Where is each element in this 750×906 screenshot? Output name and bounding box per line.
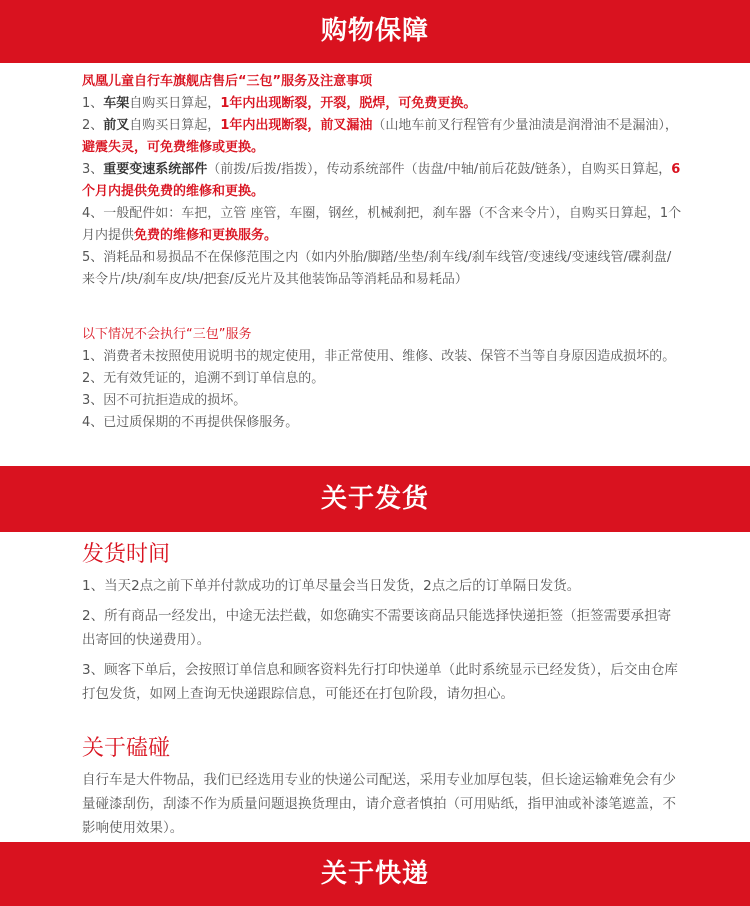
shipping-item: 3、顾客下单后，会按照订单信息和顾客资料先行打印快递单（此时系统显示已经发货），后交由仓库打包发货，如网上查询无快递跟踪信息，可能还在打包阶段，请勿担心。 [82, 662, 678, 702]
exclusions-section [82, 324, 682, 434]
item-text: 自购买日算起， [129, 96, 221, 111]
shipping-time-title: 发货时间 [82, 542, 171, 567]
warranty-section [82, 71, 682, 291]
warranty-heading: 凤凰儿童自行车旗舰店售后“三包”服务及注意事项 [82, 74, 373, 89]
warranty-item-drivetrain [82, 159, 682, 203]
item-highlight: 避震失灵，可免费维修或更换。 [82, 140, 265, 155]
shipping-time-section [82, 540, 682, 712]
item-part-name: 车架 [103, 96, 130, 111]
shipping-item: 2、所有商品一经发出，中途无法拦截，如您确实不需要该商品只能选择快递拒签（拒签需要承担寄出寄回的快递费用）。 [82, 608, 672, 648]
item-highlight: 1年内出现断裂，开裂，脱焊，可免费更换。 [220, 96, 477, 111]
item-highlight: 免费的维修和更换服务。 [134, 228, 278, 243]
exclusion-item: 1、消费者未按照使用说明书的规定使用，非正常使用、维修、改装、保管不当等自身原因造成损坏的。 [82, 349, 676, 364]
exclusion-item: 3、因不可抗拒造成的损坏。 [82, 393, 247, 408]
item-number: 3、 [82, 162, 104, 177]
item-part-name: 重要变速系统部件 [103, 162, 208, 177]
item-part-name: 前叉 [103, 118, 130, 133]
warranty-item-consumables: 5、消耗品和易损品不在保修范围之内（如内外胎/脚踏/坐垫/刹车线/刹车线管/变速线/变速线管/碟刹盘/来令片/块/刹车皮/块/把套/反光片及其他装饰品等消耗品和易耗品） [82, 250, 672, 287]
banner-guarantee: 购物保障 [0, 0, 750, 63]
item-note: （前拨/后拨/指拨），传动系统部件（齿盘/中轴/前后花鼓/链条），自购买日算起， [207, 162, 672, 177]
warranty-item-frame [82, 93, 682, 115]
banner-shipping: 关于发货 [0, 466, 750, 532]
exclusion-item: 2、无有效凭证的，追溯不到订单信息的。 [82, 371, 325, 386]
item-highlight: 1年内出现断裂，前叉漏油 [220, 118, 373, 133]
bumps-section [82, 734, 682, 840]
bumps-text: 自行车是大件物品，我们已经选用专业的快递公司配送，采用专业加厚包装，但长途运输难免会有少量碰漆刮伤，刮漆不作为质量问题退换货理由，请介意者慎拍（可用贴纸，指甲油或补漆笔遮盖，不影响使用效果）。 [82, 772, 676, 836]
warranty-item-parts [82, 203, 682, 247]
warranty-item-fork [82, 115, 682, 159]
item-highlight: 6个月内提供免费的维修和更换。 [82, 162, 681, 199]
bumps-title: 关于磕碰 [82, 736, 171, 761]
item-text: 4、一般配件如：车把，立管 座管，车圈，钢丝，机械刹把，刹车器（不含来令片），自购买日算起，1个月内提供 [82, 206, 682, 243]
item-number: 2、 [82, 118, 104, 133]
item-text: 自购买日算起， [129, 118, 221, 133]
banner-express: 关于快递 [0, 842, 750, 906]
exclusion-item: 4、已过质保期的不再提供保修服务。 [82, 415, 299, 430]
exclusions-heading: 以下情况不会执行“三包”服务 [82, 327, 252, 342]
item-number: 1、 [82, 96, 104, 111]
shipping-item: 1、当天2点之前下单并付款成功的订单尽量会当日发货，2点之后的订单隔日发货。 [82, 578, 581, 594]
item-note: （山地车前叉行程管有少量油渍是润滑油不是漏油）， [372, 118, 678, 133]
